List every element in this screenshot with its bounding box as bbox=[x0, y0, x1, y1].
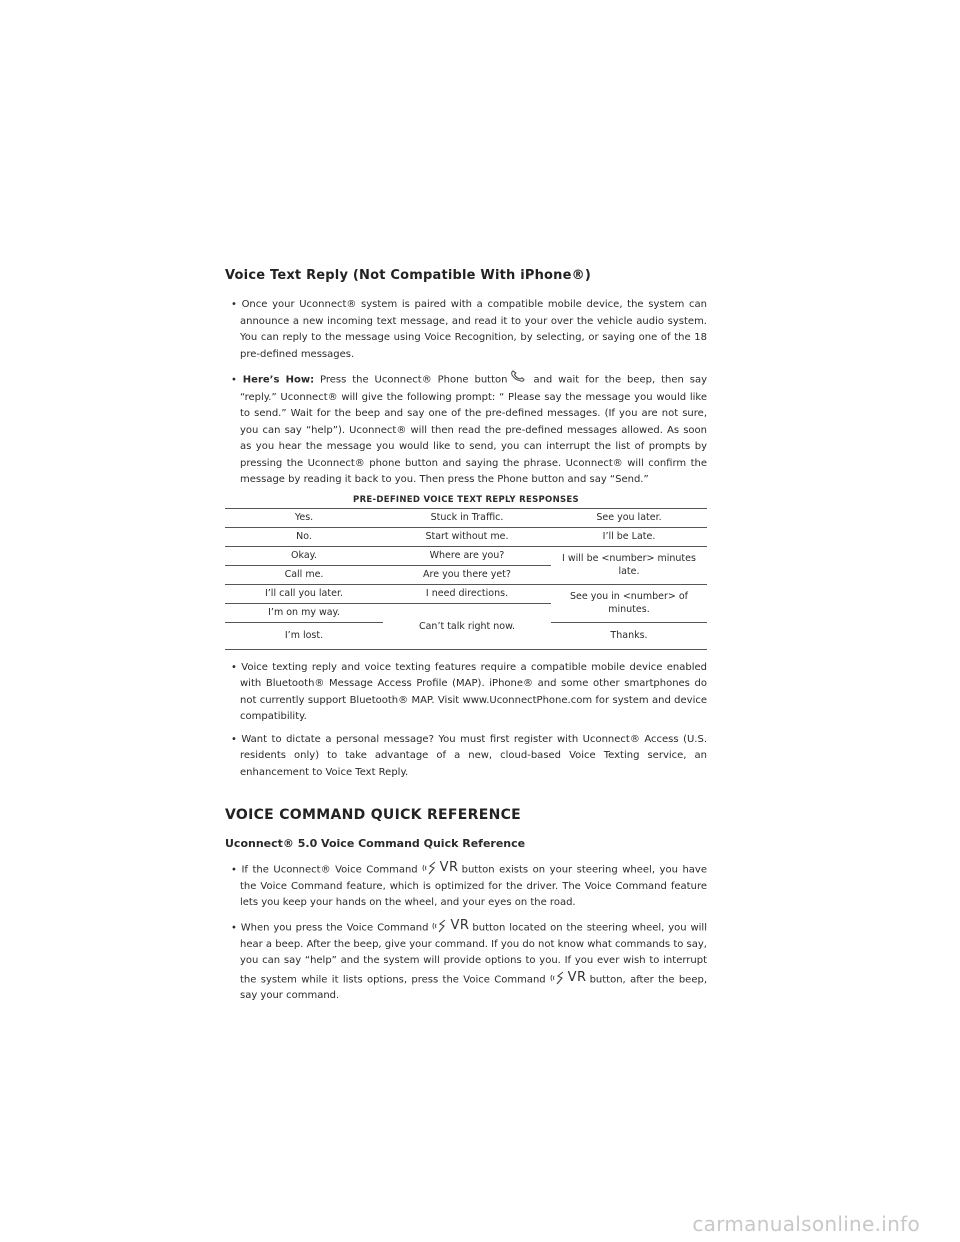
watermark: carmanualsonline.info bbox=[692, 1212, 920, 1236]
vr-label: VR bbox=[567, 969, 587, 985]
howto-label: Here’s How: bbox=[242, 374, 315, 386]
table-cell: I’m lost. bbox=[225, 622, 383, 649]
table-cell: Okay. bbox=[225, 546, 383, 565]
table-cell: I’ll call you later. bbox=[225, 584, 383, 603]
subsection-title: Uconnect® 5.0 Voice Command Quick Reference bbox=[225, 837, 526, 850]
manual-page bbox=[225, 268, 707, 1011]
bullet-text: Voice texting reply and voice texting features require a compatible mobile device enabled with Bluetooth® Message Access Profile (MAP). iPhone® and some other smartphones do not currently support Bluetooth® MAP. Visit www.UconnectPhone.com for system and device compatibility. bbox=[240, 661, 707, 722]
section-title-voice-text-reply: Voice Text Reply (Not Compatible With iPhone®) bbox=[225, 268, 591, 283]
table-cell: Stuck in Traffic. bbox=[383, 508, 551, 527]
bullet-paragraph: • Once your Uconnect® system is paired with a compatible mobile device, the system can announce a new incoming text message, and read it to your over the vehicle audio system. You can reply to the message using Voice Recognition, by selecting, or saying one of the 18 pre-defined messages. bbox=[231, 299, 708, 360]
table-cell: I need directions. bbox=[383, 584, 551, 603]
table-cell: I’ll be Late. bbox=[551, 527, 707, 546]
bullet-text: Want to dictate a personal message? You must first register with Uconnect® Access (U.S. residents only) to take advantage of a new, cloud-based Voice Texting service, an enhancement to Voice Text Reply. bbox=[240, 733, 707, 778]
voice-command-icon bbox=[421, 860, 459, 877]
voice-command-icon bbox=[431, 918, 469, 935]
table-cell: Can’t talk right now. bbox=[383, 603, 551, 649]
table-cell: No. bbox=[225, 527, 383, 546]
table-row bbox=[225, 508, 707, 527]
voice-command-icon bbox=[549, 970, 587, 987]
bullet-paragraph: • When you press the Voice Command VR button located on the steering wheel, you will hear a beep. After the beep, give your command. If you do not know what commands to say, you can say “help” and the system will provide options to you. If you ever wish to interrupt the system while it lists options, press the Voice Command VR button, after the beep, say your command. bbox=[231, 917, 707, 1002]
table-cell: Yes. bbox=[225, 508, 383, 527]
table-cell: See you later. bbox=[551, 508, 707, 527]
bullet-paragraph: • If the Uconnect® Voice Command VR button exists on your steering wheel, you have the Voice Command feature, which is optimized for the driver. The Voice Command feature lets you keep your hands on the wheel, and your eyes on the road. bbox=[231, 860, 707, 909]
bullet-paragraph: • Voice texting reply and voice texting features require a compatible mobile device enabled with Bluetooth® Message Access Profile (MAP). iPhone® and some other smartphones do not currently support Bluetooth® MAP. Visit www.UconnectPhone.com for system and device compatibility. bbox=[231, 661, 707, 722]
table-cell: I’m on my way. bbox=[225, 603, 383, 622]
howto-text-b: and wait for the beep, then say “reply.” Uconnect® will give the following prompt: “ Please say the message you would like to send.” Wait for the beep and say one of the pre-defined messages. (If you are not sure, you can say “help”). Uconnect® will then read the pre-defined messages allowed. As soon as you hear the message you would like to send, you can interrupt the list of prompts by pressing the Uconnect® phone button and saying the phrase. Uconnect® will confirm the message by reading it back to you. Then press the Phone button and say “Send.” bbox=[240, 374, 707, 485]
bullet-text: When you press the Voice Command bbox=[240, 922, 429, 933]
table-cell: Thanks. bbox=[551, 622, 707, 649]
table-cell: I will be <number> minutes late. bbox=[551, 546, 707, 584]
table-row bbox=[225, 546, 707, 565]
table-cell: Are you there yet? bbox=[383, 565, 551, 584]
responses-table bbox=[225, 508, 707, 650]
section-title-voice-command: VOICE COMMAND QUICK REFERENCE bbox=[225, 807, 522, 823]
phone-icon bbox=[507, 369, 533, 390]
howto-text-a: Press the Uconnect® Phone button bbox=[320, 374, 508, 386]
table-row bbox=[225, 584, 707, 603]
table-cell: Call me. bbox=[225, 565, 383, 584]
table-row bbox=[225, 527, 707, 546]
bullet-text: If the Uconnect® Voice Command bbox=[241, 864, 418, 876]
bullet-text: button exists on your steering wheel, you have the Voice Command feature, which is optimized for the driver. The Voice Command feature lets you keep your hands on the wheel, and your eyes on the road. bbox=[240, 864, 707, 909]
bullet-text: Once your Uconnect® system is paired with a compatible mobile device, the system can announce a new incoming text message, and read it to your over the vehicle audio system. You can reply to the message using Voice Recognition, by selecting, or saying one of the 18 pre-defined messages. bbox=[240, 299, 708, 360]
bullet-text: button located on the steering wheel, you will hear a beep. After the beep, give your command. If you do not know what commands to say, you can say “help” and the system will provide options to you. If you ever wish to interrupt the system while it lists options, press the Voice Command bbox=[240, 922, 707, 985]
bullet-text: button, after the beep, say your command. bbox=[240, 973, 707, 1002]
vr-label: VR bbox=[439, 860, 459, 875]
bullet-paragraph: • Want to dictate a personal message? You must first register with Uconnect® Access (U.S. residents only) to take advantage of a new, cloud-based Voice Texting service, an enhancement to Voice Text Reply. bbox=[231, 733, 707, 778]
table-caption: PRE-DEFINED VOICE TEXT REPLY RESPONSES bbox=[353, 494, 579, 505]
vr-label: VR bbox=[450, 917, 470, 933]
table-cell: Start without me. bbox=[383, 527, 551, 546]
table-cell: See you in <number> of minutes. bbox=[551, 584, 707, 622]
howto-paragraph: • Here’s How: Press the Uconnect® Phone button and wait for the beep, then say “reply.” Uconnect® will give the following prompt: “ Please say the message you would like to send.” Wait for the beep and say one of the pre-defined messages. (If you are not sure, you can say “help”). Uconnect® will then read the pre-defined messages allowed. As soon as you hear the message you would like to send, you can interrupt the list of prompts by pressing the Uconnect® phone button and saying the phrase. Uconnect® will confirm the message by reading it back to you. Then press the Phone button and say “Send.” bbox=[225, 369, 707, 489]
table-cell: Where are you? bbox=[383, 546, 551, 565]
